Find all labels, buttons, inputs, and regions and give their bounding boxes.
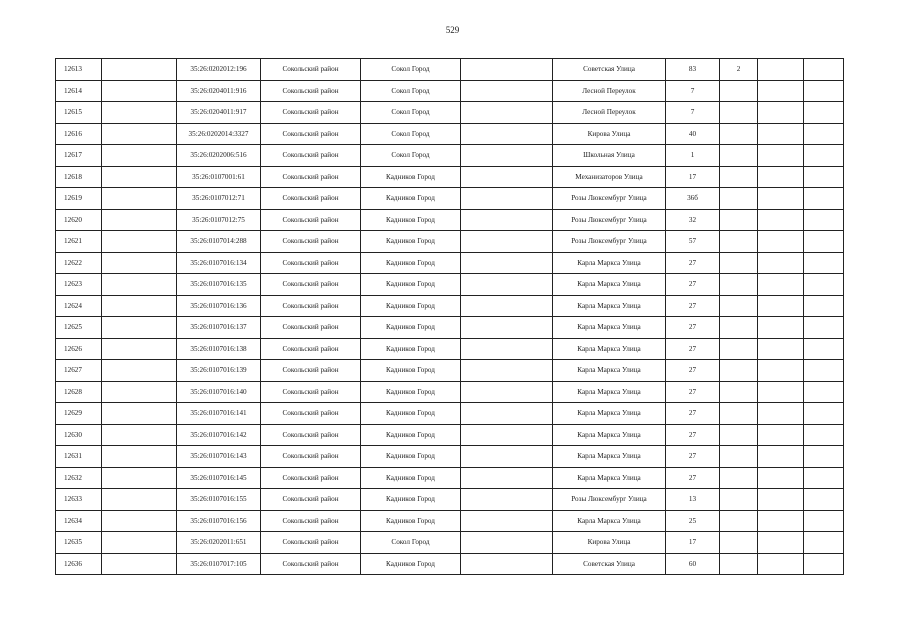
house-number-cell: 27 (666, 338, 720, 360)
building-number-cell (720, 252, 758, 274)
table-row (56, 102, 844, 124)
empty-cell (461, 188, 553, 210)
row-number-cell: 12624 (56, 295, 102, 317)
settlement-cell: Сокол Город (361, 145, 461, 167)
cadastral-number-cell: 35:26:0107012:71 (177, 188, 261, 210)
empty-cell (758, 360, 804, 382)
empty-cell (804, 123, 844, 145)
empty-cell (461, 467, 553, 489)
empty-cell (804, 317, 844, 339)
settlement-cell: Кадников Город (361, 188, 461, 210)
settlement-cell: Кадников Город (361, 209, 461, 231)
empty-cell (758, 424, 804, 446)
empty-cell (804, 102, 844, 124)
empty-cell (461, 510, 553, 532)
cadastral-number-cell: 35:26:0107016:156 (177, 510, 261, 532)
settlement-cell: Сокол Город (361, 532, 461, 554)
empty-cell (461, 102, 553, 124)
empty-cell (461, 252, 553, 274)
empty-cell (102, 102, 177, 124)
table-row (56, 446, 844, 468)
row-number-cell: 12615 (56, 102, 102, 124)
empty-cell (102, 381, 177, 403)
empty-cell (102, 166, 177, 188)
cadastral-number-cell: 35:26:0202012:196 (177, 59, 261, 81)
street-cell: Советская Улица (553, 553, 666, 575)
row-number-cell: 12636 (56, 553, 102, 575)
building-number-cell (720, 424, 758, 446)
empty-cell (461, 338, 553, 360)
house-number-cell: 17 (666, 166, 720, 188)
district-cell: Сокольский район (261, 252, 361, 274)
cadastral-number-cell: 35:26:0107012:75 (177, 209, 261, 231)
empty-cell (102, 295, 177, 317)
empty-cell (461, 166, 553, 188)
settlement-cell: Кадников Город (361, 424, 461, 446)
empty-cell (461, 381, 553, 403)
street-cell: Лесной Переулок (553, 102, 666, 124)
table-row (56, 295, 844, 317)
row-number-cell: 12630 (56, 424, 102, 446)
building-number-cell (720, 532, 758, 554)
table-row (56, 252, 844, 274)
house-number-cell: 36б (666, 188, 720, 210)
table-row (56, 123, 844, 145)
empty-cell (758, 532, 804, 554)
street-cell: Карла Маркса Улица (553, 360, 666, 382)
settlement-cell: Сокол Город (361, 123, 461, 145)
empty-cell (102, 274, 177, 296)
empty-cell (758, 381, 804, 403)
empty-cell (102, 209, 177, 231)
empty-cell (804, 80, 844, 102)
empty-cell (758, 80, 804, 102)
building-number-cell (720, 209, 758, 231)
empty-cell (804, 231, 844, 253)
registry-table (55, 58, 844, 575)
empty-cell (804, 166, 844, 188)
empty-cell (461, 403, 553, 425)
empty-cell (804, 295, 844, 317)
building-number-cell (720, 231, 758, 253)
building-number-cell (720, 510, 758, 532)
row-number-cell: 12628 (56, 381, 102, 403)
settlement-cell: Кадников Город (361, 231, 461, 253)
empty-cell (758, 489, 804, 511)
settlement-cell: Кадников Город (361, 467, 461, 489)
empty-cell (102, 403, 177, 425)
building-number-cell (720, 123, 758, 145)
row-number-cell: 12629 (56, 403, 102, 425)
empty-cell (102, 338, 177, 360)
district-cell: Сокольский район (261, 467, 361, 489)
empty-cell (461, 274, 553, 296)
settlement-cell: Кадников Город (361, 252, 461, 274)
page-number: 529 (445, 25, 460, 35)
settlement-cell: Кадников Город (361, 381, 461, 403)
street-cell: Механизаторов Улица (553, 166, 666, 188)
empty-cell (804, 274, 844, 296)
district-cell: Сокольский район (261, 532, 361, 554)
cadastral-number-cell: 35:26:0107016:137 (177, 317, 261, 339)
empty-cell (102, 123, 177, 145)
cadastral-number-cell: 35:26:0107016:142 (177, 424, 261, 446)
district-cell: Сокольский район (261, 295, 361, 317)
street-cell: Карла Маркса Улица (553, 274, 666, 296)
settlement-cell: Кадников Город (361, 295, 461, 317)
district-cell: Сокольский район (261, 231, 361, 253)
table-row (56, 145, 844, 167)
empty-cell (102, 532, 177, 554)
empty-cell (102, 553, 177, 575)
street-cell: Кирова Улица (553, 532, 666, 554)
district-cell: Сокольский район (261, 489, 361, 511)
row-number-cell: 12620 (56, 209, 102, 231)
house-number-cell: 13 (666, 489, 720, 511)
table-row (56, 381, 844, 403)
empty-cell (461, 553, 553, 575)
empty-cell (102, 252, 177, 274)
street-cell: Карла Маркса Улица (553, 510, 666, 532)
empty-cell (758, 145, 804, 167)
empty-cell (102, 80, 177, 102)
empty-cell (758, 231, 804, 253)
empty-cell (461, 424, 553, 446)
row-number-cell: 12633 (56, 489, 102, 511)
empty-cell (758, 295, 804, 317)
district-cell: Сокольский район (261, 338, 361, 360)
empty-cell (758, 166, 804, 188)
district-cell: Сокольский район (261, 381, 361, 403)
row-number-cell: 12616 (56, 123, 102, 145)
table-row (56, 317, 844, 339)
empty-cell (758, 209, 804, 231)
row-number-cell: 12623 (56, 274, 102, 296)
cadastral-number-cell: 35:26:0107016:136 (177, 295, 261, 317)
house-number-cell: 1 (666, 145, 720, 167)
street-cell: Карла Маркса Улица (553, 338, 666, 360)
district-cell: Сокольский район (261, 403, 361, 425)
empty-cell (758, 274, 804, 296)
district-cell: Сокольский район (261, 145, 361, 167)
house-number-cell: 60 (666, 553, 720, 575)
empty-cell (758, 59, 804, 81)
empty-cell (461, 295, 553, 317)
empty-cell (102, 317, 177, 339)
district-cell: Сокольский район (261, 80, 361, 102)
settlement-cell: Кадников Город (361, 510, 461, 532)
empty-cell (804, 360, 844, 382)
street-cell: Розы Люксембург Улица (553, 489, 666, 511)
empty-cell (102, 145, 177, 167)
street-cell: Карла Маркса Улица (553, 424, 666, 446)
street-cell: Карла Маркса Улица (553, 381, 666, 403)
cadastral-number-cell: 35:26:0107016:141 (177, 403, 261, 425)
street-cell: Розы Люксембург Улица (553, 209, 666, 231)
house-number-cell: 27 (666, 381, 720, 403)
row-number-cell: 12614 (56, 80, 102, 102)
district-cell: Сокольский район (261, 510, 361, 532)
cadastral-number-cell: 35:26:0107016:135 (177, 274, 261, 296)
empty-cell (758, 510, 804, 532)
empty-cell (461, 209, 553, 231)
empty-cell (758, 403, 804, 425)
house-number-cell: 27 (666, 467, 720, 489)
table-row (56, 510, 844, 532)
building-number-cell (720, 295, 758, 317)
building-number-cell (720, 145, 758, 167)
settlement-cell: Кадников Город (361, 338, 461, 360)
street-cell: Карла Маркса Улица (553, 403, 666, 425)
table-body (56, 59, 844, 575)
row-number-cell: 12618 (56, 166, 102, 188)
cadastral-number-cell: 35:26:0202011:651 (177, 532, 261, 554)
cadastral-number-cell: 35:26:0202006:516 (177, 145, 261, 167)
table-row (56, 80, 844, 102)
row-number-cell: 12634 (56, 510, 102, 532)
empty-cell (804, 338, 844, 360)
building-number-cell (720, 80, 758, 102)
table-row (56, 532, 844, 554)
district-cell: Сокольский район (261, 102, 361, 124)
settlement-cell: Кадников Город (361, 166, 461, 188)
street-cell: Розы Люксембург Улица (553, 188, 666, 210)
row-number-cell: 12626 (56, 338, 102, 360)
street-cell: Карла Маркса Улица (553, 252, 666, 274)
empty-cell (758, 123, 804, 145)
empty-cell (461, 489, 553, 511)
empty-cell (758, 252, 804, 274)
house-number-cell: 27 (666, 403, 720, 425)
empty-cell (758, 317, 804, 339)
cadastral-number-cell: 35:26:0107016:138 (177, 338, 261, 360)
house-number-cell: 27 (666, 317, 720, 339)
empty-cell (102, 360, 177, 382)
building-number-cell (720, 553, 758, 575)
empty-cell (804, 145, 844, 167)
building-number-cell (720, 102, 758, 124)
cadastral-number-cell: 35:26:0107016:155 (177, 489, 261, 511)
building-number-cell (720, 360, 758, 382)
row-number-cell: 12622 (56, 252, 102, 274)
empty-cell (102, 510, 177, 532)
building-number-cell (720, 166, 758, 188)
empty-cell (102, 188, 177, 210)
district-cell: Сокольский район (261, 209, 361, 231)
empty-cell (461, 123, 553, 145)
empty-cell (804, 510, 844, 532)
district-cell: Сокольский район (261, 274, 361, 296)
empty-cell (461, 446, 553, 468)
row-number-cell: 12635 (56, 532, 102, 554)
district-cell: Сокольский район (261, 166, 361, 188)
table-row (56, 467, 844, 489)
cadastral-number-cell: 35:26:0107001:61 (177, 166, 261, 188)
settlement-cell: Кадников Город (361, 317, 461, 339)
cadastral-number-cell: 35:26:0204011:916 (177, 80, 261, 102)
row-number-cell: 12621 (56, 231, 102, 253)
row-number-cell: 12631 (56, 446, 102, 468)
table-row (56, 166, 844, 188)
empty-cell (102, 59, 177, 81)
street-cell: Школьная Улица (553, 145, 666, 167)
house-number-cell: 27 (666, 252, 720, 274)
house-number-cell: 7 (666, 80, 720, 102)
empty-cell (461, 231, 553, 253)
settlement-cell: Кадников Город (361, 489, 461, 511)
district-cell: Сокольский район (261, 59, 361, 81)
table-row (56, 59, 844, 81)
table-row (56, 424, 844, 446)
empty-cell (461, 360, 553, 382)
empty-cell (758, 188, 804, 210)
table-row (56, 231, 844, 253)
house-number-cell: 27 (666, 446, 720, 468)
table-row (56, 360, 844, 382)
building-number-cell (720, 274, 758, 296)
house-number-cell: 27 (666, 274, 720, 296)
empty-cell (758, 553, 804, 575)
empty-cell (804, 209, 844, 231)
empty-cell (461, 59, 553, 81)
house-number-cell: 7 (666, 102, 720, 124)
building-number-cell (720, 467, 758, 489)
empty-cell (102, 231, 177, 253)
empty-cell (804, 381, 844, 403)
table-row (56, 489, 844, 511)
district-cell: Сокольский район (261, 360, 361, 382)
house-number-cell: 17 (666, 532, 720, 554)
empty-cell (804, 446, 844, 468)
empty-cell (804, 489, 844, 511)
settlement-cell: Кадников Город (361, 446, 461, 468)
street-cell: Розы Люксембург Улица (553, 231, 666, 253)
table-row (56, 209, 844, 231)
district-cell: Сокольский район (261, 553, 361, 575)
district-cell: Сокольский район (261, 446, 361, 468)
empty-cell (758, 467, 804, 489)
house-number-cell: 27 (666, 360, 720, 382)
building-number-cell: 2 (720, 59, 758, 81)
empty-cell (804, 467, 844, 489)
cadastral-number-cell: 35:26:0107016:140 (177, 381, 261, 403)
house-number-cell: 57 (666, 231, 720, 253)
cadastral-number-cell: 35:26:0107016:134 (177, 252, 261, 274)
building-number-cell (720, 446, 758, 468)
building-number-cell (720, 381, 758, 403)
empty-cell (804, 188, 844, 210)
cadastral-number-cell: 35:26:0107016:143 (177, 446, 261, 468)
district-cell: Сокольский район (261, 424, 361, 446)
settlement-cell: Кадников Город (361, 360, 461, 382)
empty-cell (804, 59, 844, 81)
row-number-cell: 12632 (56, 467, 102, 489)
building-number-cell (720, 403, 758, 425)
cadastral-number-cell: 35:26:0107014:288 (177, 231, 261, 253)
row-number-cell: 12627 (56, 360, 102, 382)
house-number-cell: 27 (666, 424, 720, 446)
empty-cell (804, 532, 844, 554)
street-cell: Карла Маркса Улица (553, 467, 666, 489)
table-row (56, 403, 844, 425)
row-number-cell: 12613 (56, 59, 102, 81)
empty-cell (102, 446, 177, 468)
settlement-cell: Сокол Город (361, 102, 461, 124)
empty-cell (804, 424, 844, 446)
table-row (56, 188, 844, 210)
cadastral-number-cell: 35:26:0204011:917 (177, 102, 261, 124)
building-number-cell (720, 338, 758, 360)
empty-cell (804, 403, 844, 425)
district-cell: Сокольский район (261, 123, 361, 145)
empty-cell (102, 489, 177, 511)
row-number-cell: 12625 (56, 317, 102, 339)
settlement-cell: Кадников Город (361, 553, 461, 575)
cadastral-number-cell: 35:26:0107016:145 (177, 467, 261, 489)
cadastral-number-cell: 35:26:0107017:105 (177, 553, 261, 575)
house-number-cell: 83 (666, 59, 720, 81)
empty-cell (102, 424, 177, 446)
district-cell: Сокольский район (261, 317, 361, 339)
row-number-cell: 12619 (56, 188, 102, 210)
empty-cell (804, 252, 844, 274)
empty-cell (461, 80, 553, 102)
street-cell: Карла Маркса Улица (553, 446, 666, 468)
settlement-cell: Сокол Город (361, 59, 461, 81)
empty-cell (461, 317, 553, 339)
cadastral-number-cell: 35:26:0107016:139 (177, 360, 261, 382)
empty-cell (804, 553, 844, 575)
house-number-cell: 25 (666, 510, 720, 532)
building-number-cell (720, 489, 758, 511)
street-cell: Лесной Переулок (553, 80, 666, 102)
settlement-cell: Кадников Город (361, 403, 461, 425)
table-row (56, 274, 844, 296)
house-number-cell: 27 (666, 295, 720, 317)
street-cell: Советская Улица (553, 59, 666, 81)
table-row (56, 338, 844, 360)
empty-cell (461, 145, 553, 167)
empty-cell (758, 338, 804, 360)
settlement-cell: Кадников Город (361, 274, 461, 296)
district-cell: Сокольский район (261, 188, 361, 210)
street-cell: Карла Маркса Улица (553, 317, 666, 339)
cadastral-number-cell: 35:26:0202014:3327 (177, 123, 261, 145)
row-number-cell: 12617 (56, 145, 102, 167)
empty-cell (461, 532, 553, 554)
empty-cell (758, 446, 804, 468)
house-number-cell: 40 (666, 123, 720, 145)
empty-cell (758, 102, 804, 124)
street-cell: Кирова Улица (553, 123, 666, 145)
table-row (56, 553, 844, 575)
settlement-cell: Сокол Город (361, 80, 461, 102)
building-number-cell (720, 188, 758, 210)
empty-cell (102, 467, 177, 489)
house-number-cell: 32 (666, 209, 720, 231)
building-number-cell (720, 317, 758, 339)
street-cell: Карла Маркса Улица (553, 295, 666, 317)
